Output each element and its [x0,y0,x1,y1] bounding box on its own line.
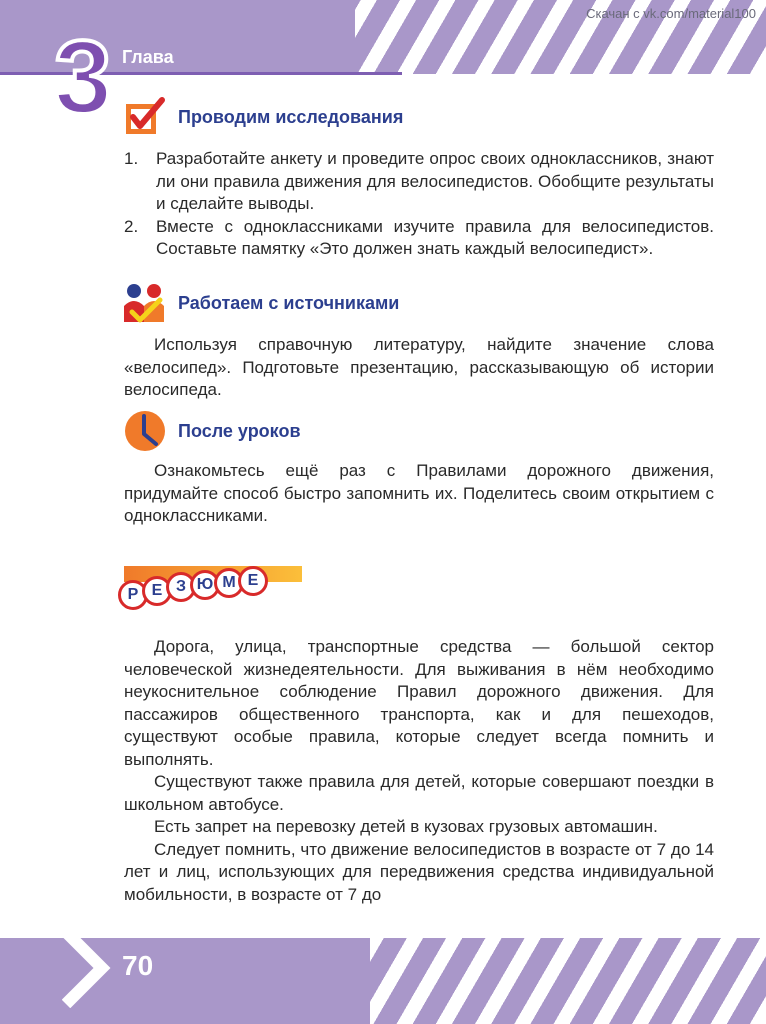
chevron-right-icon [62,928,112,1013]
resume-letter: Е [238,566,268,596]
footer-band [0,938,766,1024]
page-number: 70 [122,950,154,981]
research-list [124,148,714,261]
chapter-number: 3 [54,20,112,136]
checkbox-check-icon [124,96,166,138]
sources-text: Используя справочную литературу, найдите значение слова «велосипед». Подготовьте презентацию, рассказывающую об истории велосипеда. [124,335,714,399]
resume-text [124,636,714,906]
resume-letter: З [166,572,196,602]
list-item: 2. Вместе с одноклассниками изучите правила для велосипедистов. Составьте памятку «Это должен знать каждый велосипедист». [124,216,714,258]
paragraph: Существуют также правила для детей, которые совершают поездки в школьном автобусе. [124,772,714,814]
watermark: Скачан с vk.com/material100 [586,6,756,21]
resume-letter: Ю [190,570,220,600]
section-title: Проводим исследования [178,106,404,127]
resume-title [118,568,262,610]
section-after-class-header [124,410,301,452]
chapter-label: Глава [122,47,174,67]
people-check-icon [124,282,166,324]
footer-stripes [370,938,766,1024]
clock-icon [124,410,166,452]
after-class-text: Ознакомьтесь ещё раз с Правилами дорожного движения, придумайте способ быстро запомнить их. Поделитесь своим открытием с одноклассниками. [124,461,714,525]
section-sources-header [124,282,399,324]
resume-letter: Е [142,576,172,606]
paragraph: Следует помнить, что движение велосипедистов в возрасте от 7 до 14 лет и лиц, использующих для передвижения средства индивидуальной мобильности, в возрасте от 7 до [124,839,714,904]
section-title: Работаем с источниками [178,292,400,313]
paragraph: Есть запрет на перевозку детей в кузовах грузовых автомашин. [154,817,658,836]
resume-letter: М [214,568,244,598]
resume-letter: Р [118,580,148,610]
paragraph: Дорога, улица, транспортные средства — большой сектор человеческой жизнедеятельности. Для выживания в нём необходимо неукоснительное соблюдение Правил дорожного движения. Для пассажиров общественного транспорта, как и для пешеходов, существуют особые правила, которые следует всегда помнить и выполнять. [124,637,714,769]
section-title: После уроков [178,420,301,441]
section-research-header [124,96,403,138]
list-item: 1. Разработайте анкету и проведите опрос своих одноклассников, знают ли они правила движения для велосипедистов. Обобщите результаты и сделайте выводы. [124,149,714,213]
